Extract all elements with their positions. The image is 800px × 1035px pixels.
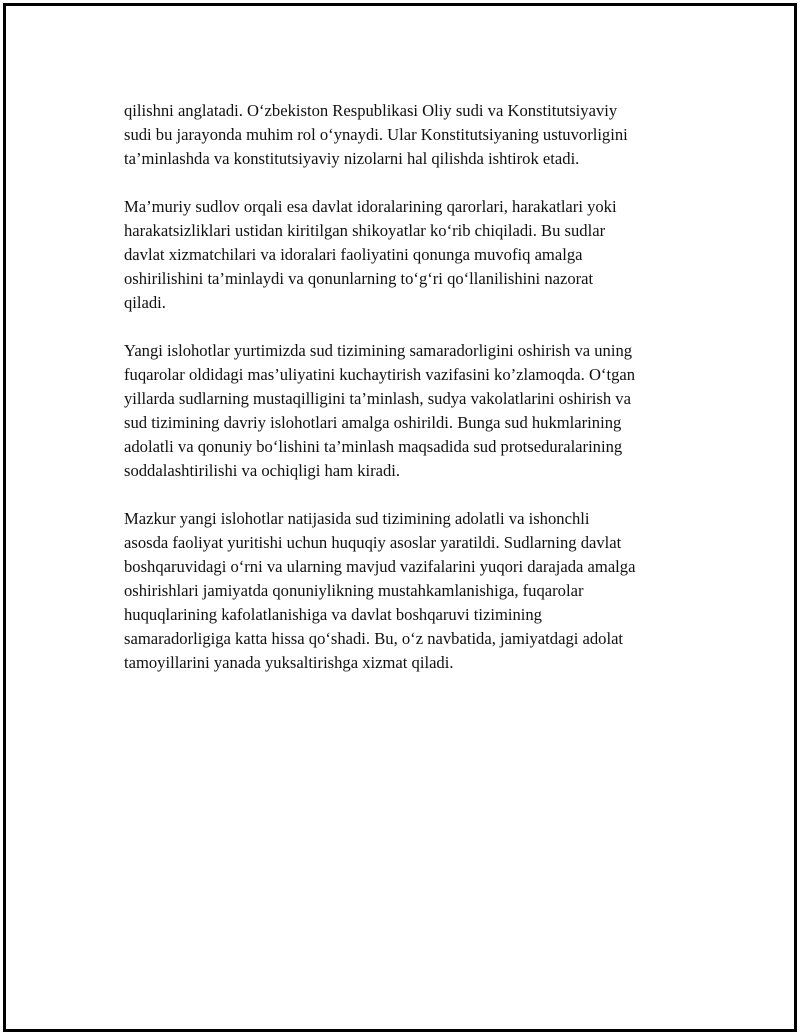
- paragraph-2: Ma’muriy sudlov orqali esa davlat idoralarining qarorlari, harakatlari yoki harakatsizliklari ustidan kiritilgan shikoyatlar ko‘rib chiqiladi. Bu sudlar davlat xizmatchilari va idoralari faoliyatini qonunga muvofiq amalga oshirilishini ta’minlaydi va qonunlarning to‘g‘ri qo‘llanilishini nazorat qiladi.: [124, 197, 617, 312]
- paragraph-4: Mazkur yangi islohotlar natijasida sud tizimining adolatli va ishonchli asosda faoliyat yuritishi uchun huquqiy asoslar yaratildi. Sudlarning davlat boshqaruvidagi o‘rni va ularning mavjud vazifalarini yuqori darajada amalga oshirishlari jamiyatda qonuniylikning mustahkamlanishiga, fuqarolar huquqlarining kafolatlanishiga va davlat boshqaruvi tizimining samaradorligiga katta hissa qo‘shadi. Bu, o‘z navbatida, jamiyatdagi adolat tamoyillarini yanada yuksaltirishga xizmat qiladi.: [124, 509, 636, 672]
- paragraph-1: qilishni anglatadi. O‘zbekiston Respublikasi Oliy sudi va Konstitutsiyaviy sudi bu jarayonda muhim rol o‘ynaydi. Ular Konstitutsiyaning ustuvorligini ta’minlashda va konstitutsiyaviy nizolarni hal qilishda ishtirok etadi.: [124, 101, 628, 168]
- document-body: [124, 99, 694, 699]
- paragraph-3: Yangi islohotlar yurtimizda sud tizimining samaradorligini oshirish va uning fuqarolar oldidagi mas’uliyatini kuchaytirish vazifasini ko’zlamoqda. O‘tgan yillarda sudlarning mustaqilligini ta’minlash, sudya vakolatlarini oshirish va sud tizimining davriy islohotlari amalga oshirildi. Bunga sud hukmlarining adolatli va qonuniy bo‘lishini ta’minlash maqsadida sud protseduralarining soddalashtirilishi va ochiqligi ham kiradi.: [124, 341, 636, 480]
- page-frame: [3, 3, 797, 1032]
